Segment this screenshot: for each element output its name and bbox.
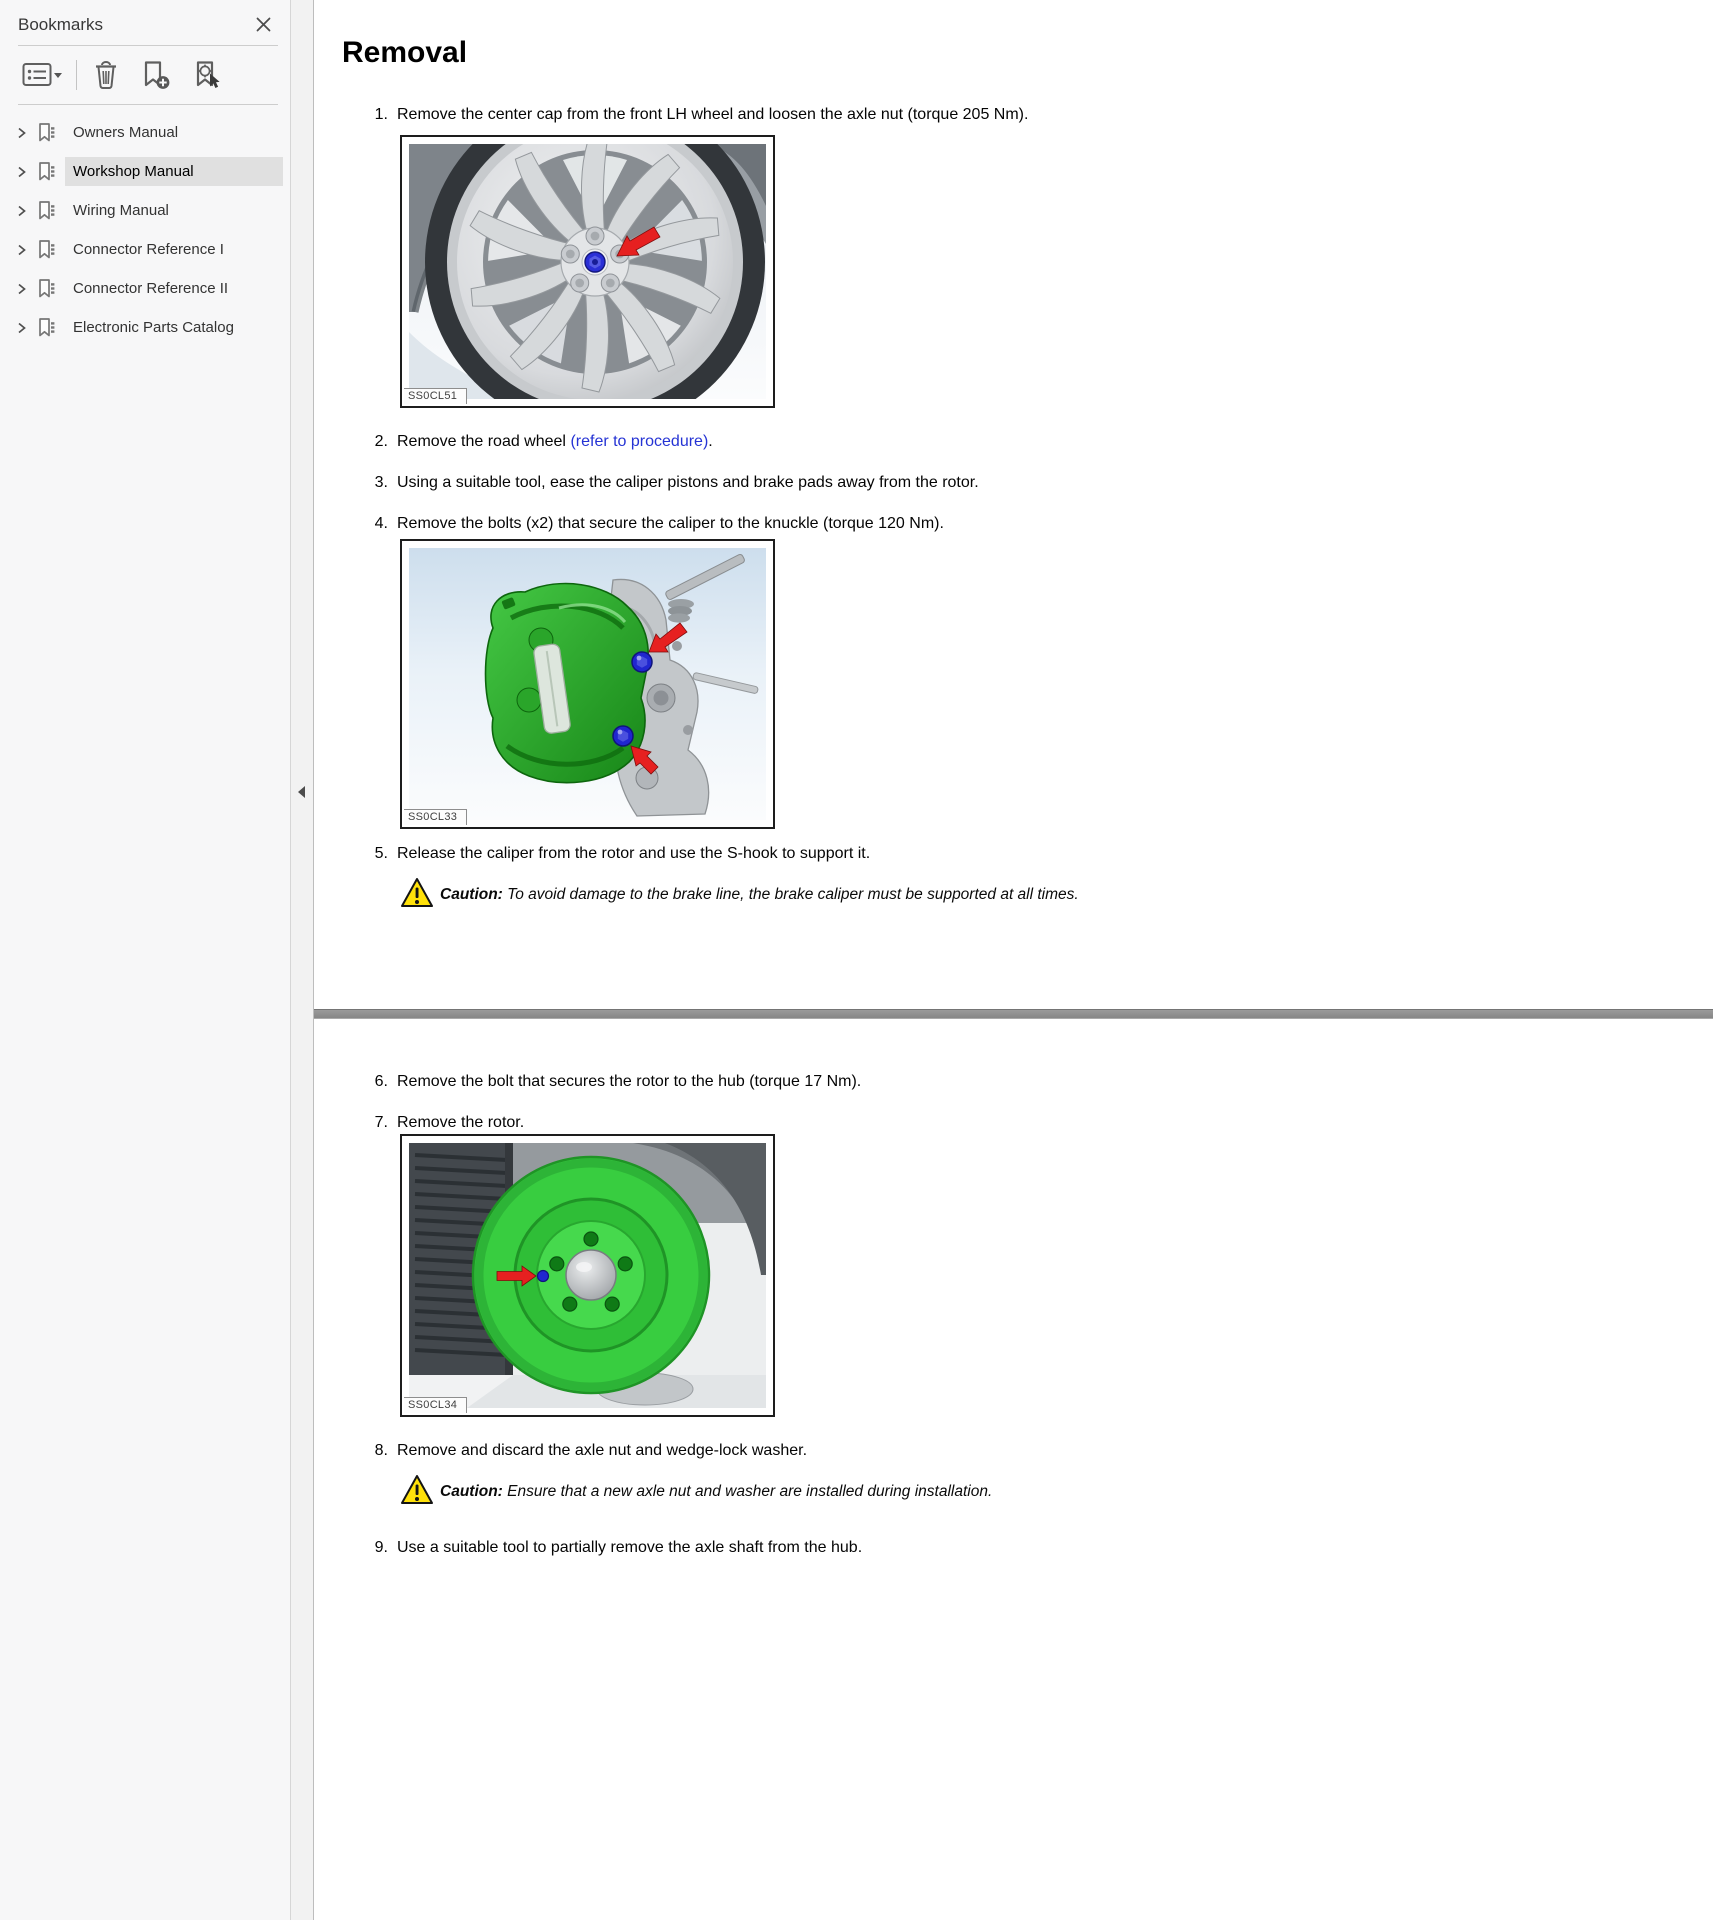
pdf-page-2 bbox=[314, 1019, 1713, 1920]
rotor-illustration bbox=[409, 1143, 766, 1408]
sidebar-item-wiring-manual[interactable] bbox=[0, 191, 290, 230]
caliper-illustration bbox=[409, 548, 766, 820]
figure-code: SS0CL34 bbox=[404, 1397, 467, 1413]
bookmark-page-icon bbox=[36, 239, 57, 260]
panel-splitter[interactable] bbox=[290, 0, 314, 1920]
sidebar-item-label: Wiring Manual bbox=[73, 202, 169, 219]
chevron-right-icon[interactable] bbox=[16, 283, 27, 295]
figure-code: SS0CL51 bbox=[404, 388, 467, 404]
step-6 bbox=[364, 1071, 1713, 1093]
step-text: Remove the bolt that secures the rotor to the hub (torque 17 Nm). bbox=[397, 1073, 862, 1090]
step-number: 7. bbox=[374, 1114, 388, 1131]
caution-note-1 bbox=[400, 877, 1713, 908]
bookmark-add-icon bbox=[141, 60, 171, 90]
step-7 bbox=[364, 1112, 1713, 1134]
warning-icon bbox=[400, 877, 434, 908]
step-text: Remove and discard the axle nut and wedge-lock washer. bbox=[397, 1442, 808, 1459]
new-bookmark-button[interactable] bbox=[139, 58, 173, 92]
figure-wheel bbox=[400, 135, 775, 408]
step-1 bbox=[364, 104, 1713, 126]
chevron-right-icon[interactable] bbox=[16, 205, 27, 217]
sidebar-item-electronic-parts-catalog[interactable] bbox=[0, 308, 290, 347]
figure-code: SS0CL33 bbox=[404, 809, 467, 825]
step-3 bbox=[364, 472, 1713, 494]
page-separator bbox=[314, 1009, 1713, 1019]
sidebar-item-label: Owners Manual bbox=[73, 124, 179, 141]
sidebar-item-owners-manual[interactable] bbox=[0, 113, 290, 152]
sidebar-item-connector-reference-2[interactable] bbox=[0, 269, 290, 308]
sidebar-item-label: Connector Reference II bbox=[73, 280, 229, 297]
bookmarks-tree bbox=[0, 113, 290, 347]
bookmark-target-icon bbox=[193, 60, 225, 90]
bookmarks-header bbox=[0, 0, 290, 45]
step-number: 5. bbox=[374, 845, 388, 862]
bookmarks-panel bbox=[0, 0, 290, 1920]
refer-to-procedure-link[interactable]: (refer to procedure) bbox=[570, 433, 709, 450]
bookmark-page-icon bbox=[36, 200, 57, 221]
step-number: 8. bbox=[374, 1442, 388, 1459]
toolbar-separator bbox=[76, 60, 77, 90]
step-text: Remove the road wheel (refer to procedure). bbox=[397, 433, 713, 450]
step-text: Remove the bolts (x2) that secure the caliper to the knuckle (torque 120 Nm). bbox=[397, 515, 944, 532]
step-5 bbox=[364, 843, 1713, 865]
page-title: Removal bbox=[342, 36, 468, 69]
bookmark-page-icon bbox=[36, 161, 57, 182]
pdf-page-1 bbox=[314, 0, 1713, 1009]
wheel-illustration bbox=[409, 144, 766, 399]
step-number: 2. bbox=[374, 433, 388, 450]
caution-text: Caution: To avoid damage to the brake line, the brake caliper must be supported at all times. bbox=[440, 886, 1079, 903]
delete-bookmark-button[interactable] bbox=[91, 58, 121, 92]
step-text: Using a suitable tool, ease the caliper pistons and brake pads away from the rotor. bbox=[397, 474, 979, 491]
warning-icon bbox=[400, 1474, 434, 1505]
bookmark-options-button[interactable] bbox=[20, 59, 64, 91]
figure-caliper bbox=[400, 539, 775, 829]
sidebar-item-label: Connector Reference I bbox=[73, 241, 224, 258]
chevron-right-icon[interactable] bbox=[16, 244, 27, 256]
step-text: Release the caliper from the rotor and use the S-hook to support it. bbox=[397, 845, 871, 862]
bookmarks-toolbar bbox=[0, 46, 290, 104]
goto-bookmark-button[interactable] bbox=[191, 58, 227, 92]
step-number: 4. bbox=[374, 515, 388, 532]
sidebar-item-label: Electronic Parts Catalog bbox=[73, 319, 234, 336]
step-8 bbox=[364, 1440, 1713, 1462]
close-icon bbox=[255, 16, 272, 33]
chevron-right-icon[interactable] bbox=[16, 322, 27, 334]
bookmarks-title: Bookmarks bbox=[18, 14, 104, 34]
sidebar-item-connector-reference-1[interactable] bbox=[0, 230, 290, 269]
bookmark-page-icon bbox=[36, 122, 57, 143]
caution-text: Caution: Ensure that a new axle nut and washer are installed during installation. bbox=[440, 1483, 993, 1500]
close-panel-button[interactable] bbox=[253, 14, 274, 35]
collapse-panel-button[interactable] bbox=[294, 785, 308, 803]
bookmark-page-icon bbox=[36, 317, 57, 338]
sidebar-item-workshop-manual[interactable] bbox=[0, 152, 290, 191]
chevron-right-icon[interactable] bbox=[16, 166, 27, 178]
bookmark-page-icon bbox=[36, 278, 57, 299]
caution-note-2 bbox=[400, 1474, 1713, 1505]
list-options-icon bbox=[22, 61, 62, 89]
step-text: Remove the rotor. bbox=[397, 1114, 525, 1131]
step-number: 3. bbox=[374, 474, 388, 491]
step-text: Remove the center cap from the front LH wheel and loosen the axle nut (torque 205 Nm). bbox=[397, 106, 1029, 123]
trash-icon bbox=[93, 60, 119, 90]
step-number: 1. bbox=[374, 106, 388, 123]
step-number: 6. bbox=[374, 1073, 388, 1090]
chevron-right-icon[interactable] bbox=[16, 127, 27, 139]
sidebar-item-label: Workshop Manual bbox=[65, 157, 283, 186]
collapse-left-icon bbox=[296, 785, 306, 799]
figure-rotor bbox=[400, 1134, 775, 1417]
step-2 bbox=[364, 431, 1713, 453]
divider bbox=[18, 104, 278, 105]
step-text: Use a suitable tool to partially remove the axle shaft from the hub. bbox=[397, 1539, 863, 1556]
step-4 bbox=[364, 513, 1713, 535]
document-area[interactable] bbox=[314, 0, 1713, 1920]
step-number: 9. bbox=[374, 1539, 388, 1556]
step-9 bbox=[364, 1537, 1713, 1559]
